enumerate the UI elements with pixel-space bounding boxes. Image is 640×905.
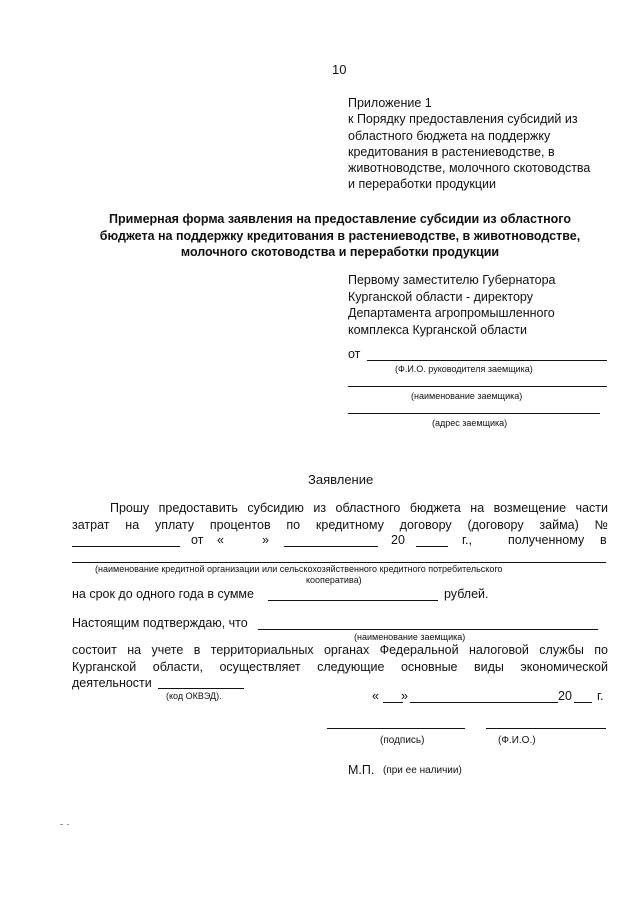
okved-caption: (код ОКВЭД). <box>166 691 222 701</box>
sum-field[interactable] <box>268 600 438 601</box>
form-title-line: Примерная форма заявления на предоставление субсидии из областного <box>109 212 571 226</box>
contract-number-field[interactable] <box>72 546 180 547</box>
contract-year-field[interactable] <box>416 546 448 547</box>
page-number: 10 <box>332 62 347 77</box>
appendix-title: Приложение 1 <box>348 96 432 110</box>
contract-in: в <box>600 533 607 547</box>
registration-line-1: состоит на учете в территориальных органах Федеральной налоговой службы по <box>72 643 608 657</box>
form-title-line: молочного скотоводства и переработки продукции <box>180 245 500 259</box>
contract-quote-open: « <box>217 533 224 547</box>
contract-quote-close: » <box>262 533 269 547</box>
scan-speck <box>60 824 63 825</box>
contract-ot: от <box>191 533 204 547</box>
contract-year-suffix: г., <box>462 533 472 547</box>
signature-fio-caption: (Ф.И.О.) <box>498 735 536 746</box>
borrower-address-field[interactable] <box>348 413 600 414</box>
date-year-field[interactable] <box>574 702 592 703</box>
credit-org-caption-2: кооператива) <box>306 575 362 585</box>
date-day-field[interactable] <box>383 702 403 703</box>
credit-org-field[interactable] <box>72 562 606 563</box>
credit-org-caption-1: (наименование кредитной организации или сельскохозяйственного кредитного потребительского <box>95 564 503 574</box>
stamp-label: М.П. <box>348 763 375 777</box>
borrower-name-caption: (наименование заемщика) <box>411 391 523 401</box>
date-year-prefix: 20 <box>558 689 572 703</box>
okved-field[interactable] <box>158 688 244 689</box>
addressee-line: комплекса Курганской области <box>348 322 527 337</box>
confirm-borrower-caption: (наименование заемщика) <box>354 632 466 642</box>
signature-caption: (подпись) <box>380 735 425 746</box>
activity-label: деятельности <box>72 676 152 690</box>
statement-heading: Заявление <box>308 472 374 487</box>
appendix-line: животноводстве, молочного скотоводства <box>348 161 591 176</box>
appendix-line: областного бюджета на поддержку <box>348 128 551 143</box>
appendix-line: и переработки продукции <box>348 177 497 192</box>
borrower-address-caption: (адрес заемщика) <box>432 418 508 428</box>
from-label: от <box>348 347 361 361</box>
signature-fio-field[interactable] <box>486 728 606 729</box>
fio-field[interactable] <box>367 360 607 361</box>
appendix-block <box>348 95 590 193</box>
scan-speck <box>67 824 69 825</box>
contract-received: полученному <box>508 533 585 547</box>
statement-line-2: затрат на уплату процентов по кредитному договору (договору займа) № <box>72 518 608 532</box>
addressee-line: Курганской области - директору <box>348 289 533 304</box>
date-g: г. <box>597 689 604 703</box>
appendix-line: к Порядку предоставления субсидий из <box>348 112 578 127</box>
date-quote-open: « <box>372 689 379 703</box>
date-quote-close: » <box>401 689 408 703</box>
fio-caption: (Ф.И.О. руководителя заемщика) <box>395 364 533 374</box>
addressee-line: Первому заместителю Губернатора <box>348 273 556 287</box>
form-title <box>60 211 620 261</box>
form-title-line: бюджета на поддержку кредитования в растениеводстве, в животноводстве, <box>99 228 581 243</box>
contract-date-field[interactable] <box>284 546 378 547</box>
statement-line-1: Прошу предоставить субсидию из областного бюджета на возмещение части <box>110 501 608 515</box>
date-month-field[interactable] <box>410 702 558 703</box>
stamp-note: (при ее наличии) <box>383 765 462 776</box>
borrower-name-field[interactable] <box>348 386 607 387</box>
addressee-block <box>348 272 556 338</box>
registration-line-2: Курганской области, осуществляет следующие основные виды экономической <box>72 660 608 674</box>
signature-field[interactable] <box>327 728 465 729</box>
contract-year-prefix: 20 <box>391 533 405 547</box>
confirm-borrower-field[interactable] <box>258 629 598 630</box>
term-text: на срок до одного года в сумме <box>72 587 254 601</box>
addressee-line: Департамента агропромышленного <box>348 306 555 320</box>
appendix-line: кредитования в растениеводстве, в <box>348 144 555 159</box>
rubles-label: рублей. <box>444 587 489 601</box>
confirm-text: Настоящим подтверждаю, что <box>72 616 248 630</box>
